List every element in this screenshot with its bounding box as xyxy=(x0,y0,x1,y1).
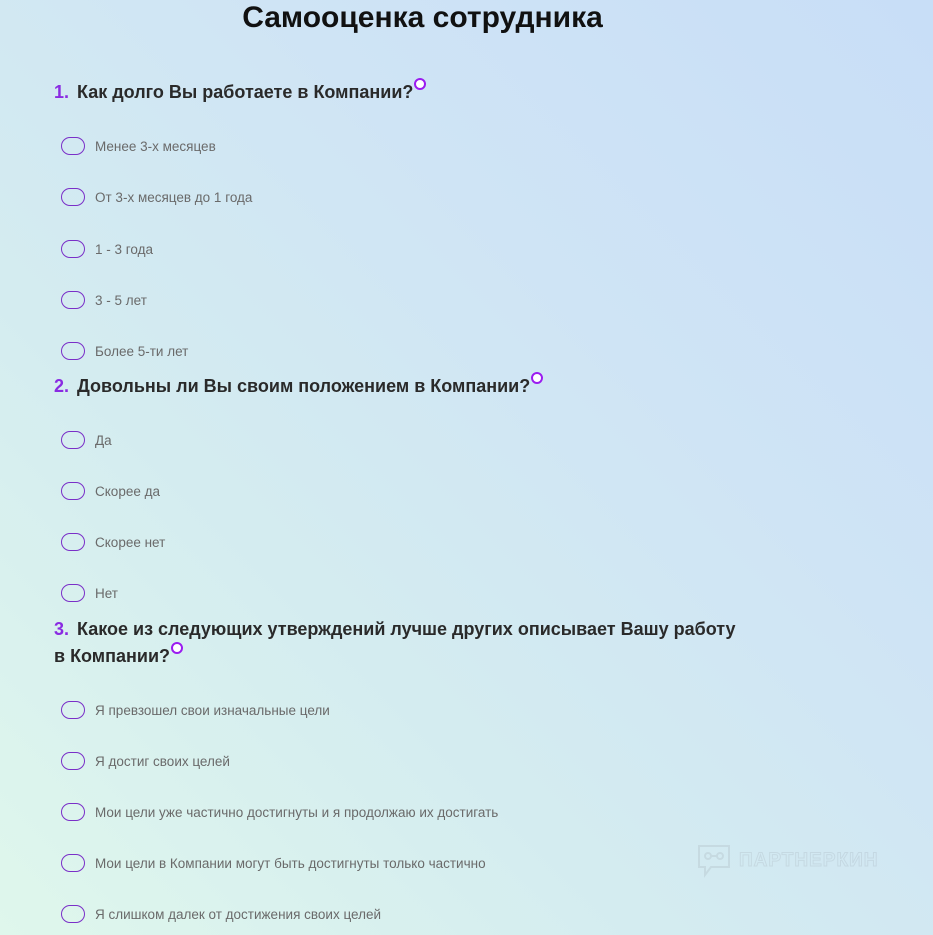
q3-option-1[interactable] xyxy=(61,698,330,722)
option-label: Скорее да xyxy=(95,483,160,499)
radio-button[interactable] xyxy=(61,291,85,309)
q3-option-4[interactable] xyxy=(61,851,486,875)
q1-option-4[interactable] xyxy=(61,288,147,312)
option-label: Мои цели в Компании могут быть достигнуты только частично xyxy=(95,855,486,871)
q1-option-1[interactable] xyxy=(61,134,216,158)
question-text: Довольны ли Вы своим положением в Компании? xyxy=(77,376,531,396)
q2-option-2[interactable] xyxy=(61,479,160,503)
radio-button[interactable] xyxy=(61,854,85,872)
option-label: Я достиг своих целей xyxy=(95,753,230,769)
option-label: Более 5-ти лет xyxy=(95,343,189,359)
radio-button[interactable] xyxy=(61,803,85,821)
q1-option-3[interactable] xyxy=(61,237,153,261)
option-label: 1 - 3 года xyxy=(95,241,153,257)
radio-button[interactable] xyxy=(61,188,85,206)
required-marker-icon xyxy=(531,372,543,384)
q1-option-5[interactable] xyxy=(61,339,188,363)
watermark xyxy=(697,843,878,879)
required-marker-icon xyxy=(414,78,426,90)
question-2-title xyxy=(54,373,754,400)
q2-option-1[interactable] xyxy=(61,428,112,452)
required-marker-icon xyxy=(171,642,183,654)
partnerkin-logo-icon xyxy=(697,843,731,879)
q3-option-3[interactable] xyxy=(61,800,498,824)
option-label: Да xyxy=(95,432,112,448)
watermark-text: ПАРТНЕРКИН xyxy=(739,850,879,871)
question-text: Как долго Вы работаете в Компании? xyxy=(77,82,414,102)
question-number: 2. xyxy=(54,376,70,396)
radio-button[interactable] xyxy=(61,137,85,155)
option-label: Я слишком далек от достижения своих целей xyxy=(95,906,382,922)
question-number: 1. xyxy=(54,82,70,102)
question-1-title xyxy=(54,79,754,106)
radio-button[interactable] xyxy=(61,905,85,923)
page-title: Самооценка сотрудника xyxy=(242,1,603,34)
option-label: Я превзошел свои изначальные цели xyxy=(95,702,330,718)
radio-button[interactable] xyxy=(61,240,85,258)
question-number: 3. xyxy=(54,619,70,639)
option-label: Мои цели уже частично достигнуты и я продолжаю их достигать xyxy=(95,804,499,820)
option-label: Менее 3-х месяцев xyxy=(95,138,216,154)
radio-button[interactable] xyxy=(61,482,85,500)
q3-option-2[interactable] xyxy=(61,749,230,773)
q3-option-5[interactable] xyxy=(61,902,381,926)
radio-button[interactable] xyxy=(61,431,85,449)
radio-button[interactable] xyxy=(61,342,85,360)
option-label: Скорее нет xyxy=(95,534,166,550)
radio-button[interactable] xyxy=(61,701,85,719)
option-label: Нет xyxy=(95,585,118,601)
q2-option-4[interactable] xyxy=(61,581,118,605)
radio-button[interactable] xyxy=(61,752,85,770)
question-text: Какое из следующих утверждений лучше других описывает Вашу работу в Компании? xyxy=(54,619,736,666)
option-label: От 3-х месяцев до 1 года xyxy=(95,189,253,205)
option-label: 3 - 5 лет xyxy=(95,292,147,308)
question-3-title xyxy=(54,616,744,670)
radio-button[interactable] xyxy=(61,584,85,602)
radio-button[interactable] xyxy=(61,533,85,551)
q2-option-3[interactable] xyxy=(61,530,165,554)
q1-option-2[interactable] xyxy=(61,185,252,209)
